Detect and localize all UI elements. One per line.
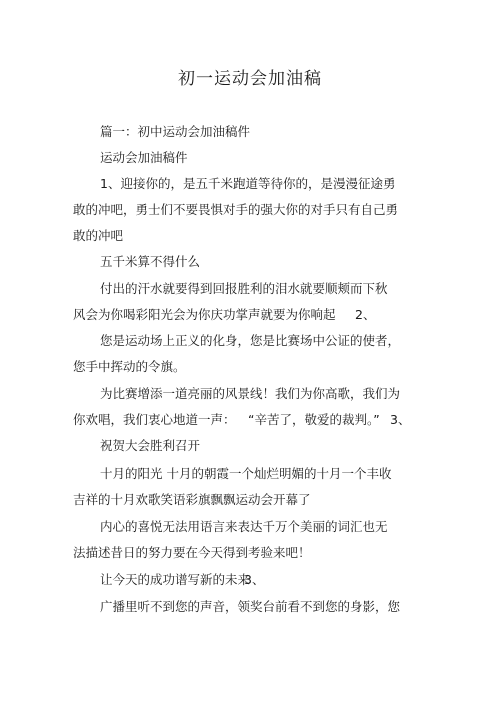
- paragraph-line: 1、迎接你的，是五千米跑道等待你的，是漫漫征途勇: [100, 176, 396, 191]
- paragraph-line: 您手中挥动的令旗。: [73, 359, 186, 374]
- section-heading: 篇一：初中运动会加油稿件: [100, 124, 251, 139]
- paragraph-line: 付出的汗水就要得到回报胜利的泪水就要顺颊而下秋: [100, 281, 388, 296]
- paragraph-line: 敢的冲吧，勇士们不要畏惧对手的强大你的对手只有自己勇: [73, 202, 399, 217]
- item-number: 3、: [390, 412, 411, 427]
- paragraph-line: 内心的喜悦无法用语言来表达千万个美丽的词汇也无: [100, 519, 388, 534]
- item-number: 2、: [355, 307, 376, 322]
- quoted-text: “辛苦了，敬爱的裁判。”: [248, 412, 380, 427]
- paragraph-line: 广播里听不到您的声音，领奖台前看不到您的身影，您: [100, 599, 401, 614]
- paragraph-line: 五千米算不得什么: [100, 254, 201, 269]
- paragraph-line: 十月的阳光 十月的朝霞一个灿烂明媚的十月一个丰收: [100, 466, 392, 481]
- paragraph-line: 敢的冲吧: [73, 228, 124, 243]
- document-title: 初一运动会加油稿: [178, 69, 322, 89]
- paragraph-line: 为比赛增添一道亮丽的风景线！我们为你高歌，我们为: [100, 386, 401, 401]
- paragraph-line: 吉祥的十月欢歌笑语彩旗飘飘运动会开幕了: [73, 492, 311, 507]
- paragraph-line: 法描述昔日的努力要在今天得到考验来吧！: [73, 545, 311, 560]
- paragraph-line: 运动会加油稿件: [100, 150, 188, 165]
- item-number: 3、: [244, 572, 265, 587]
- paragraph-line: 让今天的成功谱写新的未来: [100, 572, 251, 587]
- paragraph-line: 风会为你喝彩阳光会为你庆功掌声就要为你响起: [73, 307, 336, 322]
- paragraph-line: 祝贺大会胜利召开: [100, 438, 201, 453]
- paragraph-line: 你欢唱，我们衷心地道一声：: [73, 412, 236, 427]
- paragraph-line: 您是运动场上正义的化身，您是比赛场中公证的使者，: [100, 333, 401, 348]
